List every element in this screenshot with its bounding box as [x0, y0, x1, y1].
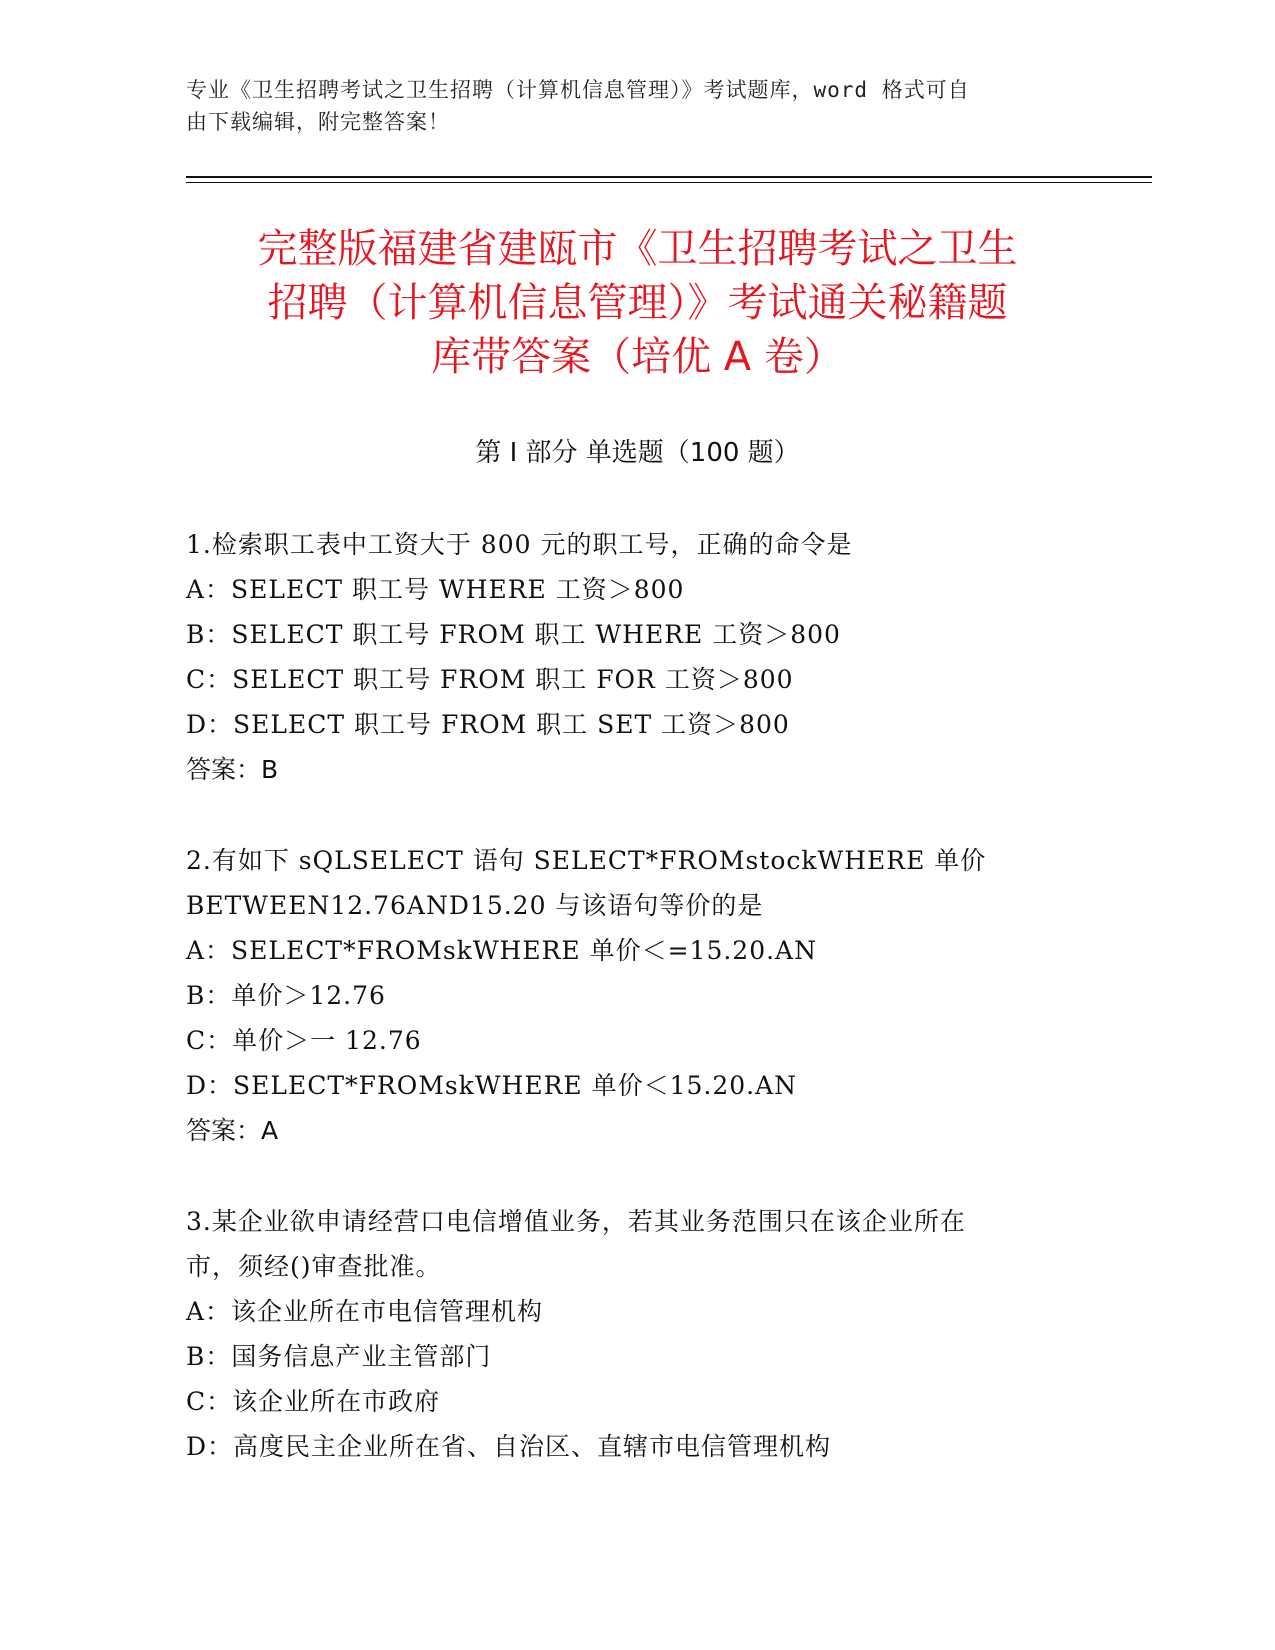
question-2 — [186, 838, 1086, 1153]
option-b: B：SELECT 职工号 FROM 职工 WHERE 工资＞800 — [186, 620, 841, 649]
question-list — [186, 522, 1086, 1515]
question-1 — [186, 522, 1086, 792]
option-c: C：该企业所在市政府 — [186, 1387, 441, 1416]
section-heading: 第 I 部分 单选题（100 题） — [475, 438, 800, 468]
option-c: C：SELECT 职工号 FROM 职工 FOR 工资＞800 — [186, 665, 794, 694]
header-divider-thick — [186, 176, 1152, 178]
question-3 — [186, 1199, 1086, 1469]
option-d: D：SELECT 职工号 FROM 职工 SET 工资＞800 — [186, 710, 790, 739]
question-stem-line-2: BETWEEN12.76AND15.20 与该语句等价的是 — [186, 891, 764, 920]
document-title-line-2: 招聘（计算机信息管理）》考试通关秘籍题 — [267, 280, 1008, 326]
option-d: D：SELECT*FROMskWHERE 单价＜15.20.AN — [186, 1071, 798, 1100]
option-d: D：高度民主企业所在省、自治区、直辖市电信管理机构 — [186, 1432, 832, 1461]
option-a: A：SELECT 职工号 WHERE 工资＞800 — [186, 575, 685, 604]
header-divider-thin — [186, 182, 1152, 183]
option-b: B：国务信息产业主管部门 — [186, 1342, 492, 1371]
document-title-line-3: 库带答案（培优 A 卷） — [431, 334, 844, 380]
answer: 答案：B — [186, 755, 279, 784]
header-note-line-2: 由下载编辑，附完整答案！ — [186, 110, 450, 134]
question-stem-line-2: 市，须经()审查批准。 — [186, 1252, 442, 1281]
option-a: A：该企业所在市电信管理机构 — [186, 1297, 544, 1326]
document-title-line-1: 完整版福建省建瓯市《卫生招聘考试之卫生 — [257, 226, 1018, 272]
option-a: A：SELECT*FROMskWHERE 单价＜=15.20.AN — [186, 936, 817, 965]
header-note-line-1: 专业《卫生招聘考试之卫生招聘（计算机信息管理）》考试题库，word 格式可自 — [186, 78, 970, 102]
answer: 答案：A — [186, 1116, 279, 1145]
option-c: C：单价＞一 12.76 — [186, 1026, 422, 1055]
document-title — [150, 222, 1125, 384]
question-stem-line-1: 3.某企业欲申请经营口电信增值业务，若其业务范围只在该企业所在 — [186, 1207, 966, 1236]
question-stem-line-1: 2.有如下 sQLSELECT 语句 SELECT*FROMstockWHERE 单价 — [186, 846, 987, 875]
header-note — [186, 74, 1076, 138]
option-b: B：单价＞12.76 — [186, 981, 386, 1010]
question-stem: 1.检索职工表中工资大于 800 元的职工号，正确的命令是 — [186, 530, 853, 559]
